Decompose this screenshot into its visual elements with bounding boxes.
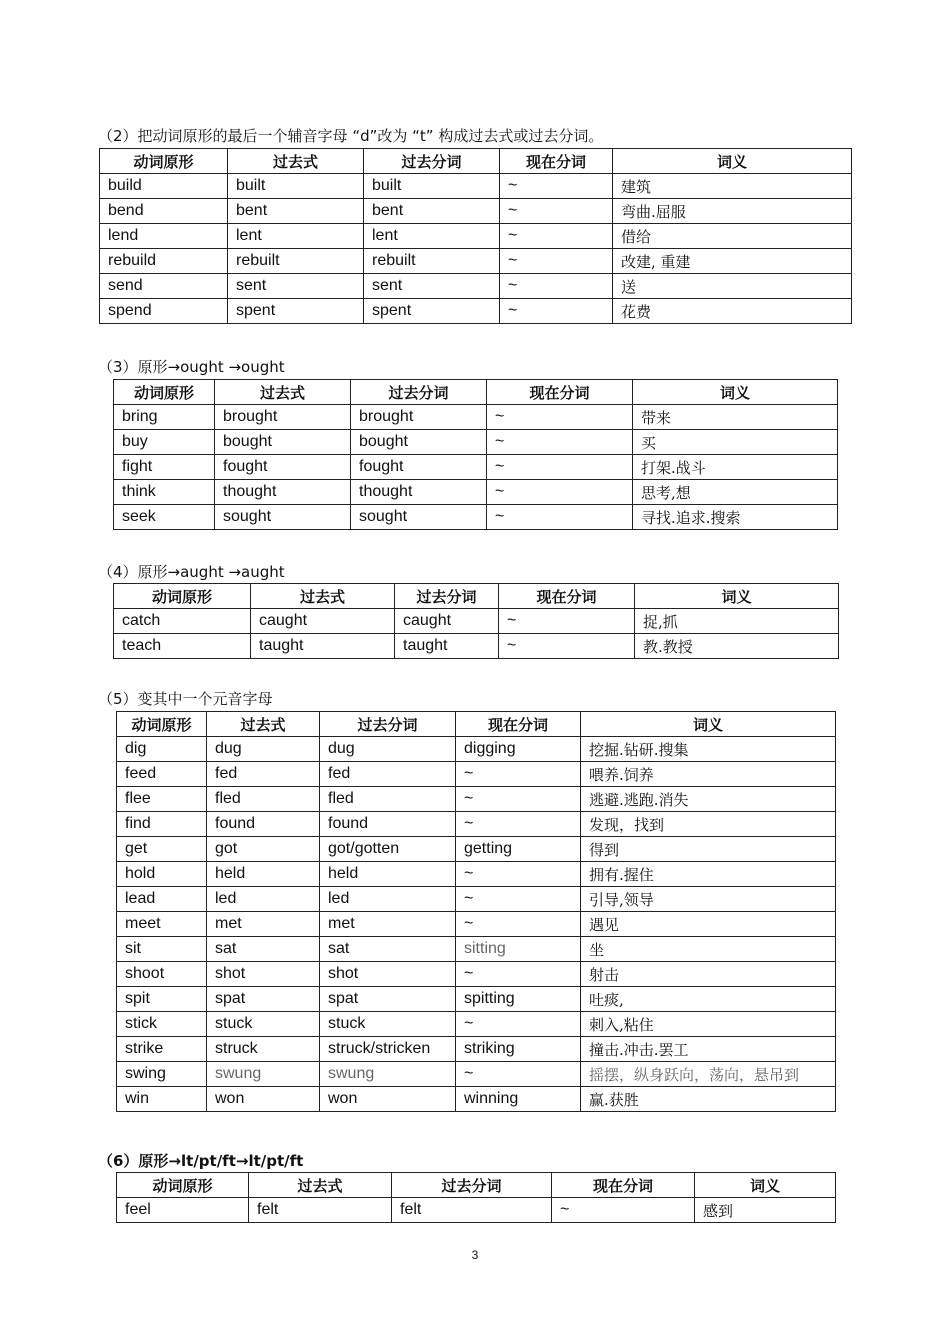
verb-form-cell: ~ [456,762,581,787]
column-header: 过去式 [215,380,351,405]
meaning-cell: 逃避.逃跑.消失 [581,787,836,812]
verb-form-cell: dug [207,737,320,762]
verb-form-cell: find [117,812,207,837]
verb-form-cell: built [228,174,364,199]
meaning-cell: 撞击.冲击.罢工 [581,1037,836,1062]
verb-form-cell: ~ [456,787,581,812]
verb-form-cell: hold [117,862,207,887]
table-row [100,224,852,249]
column-header: 现在分词 [552,1173,695,1198]
verb-form-cell: struck [207,1037,320,1062]
verb-form-cell: seek [114,505,215,530]
table-row [100,174,852,199]
meaning-cell: 带来 [633,405,838,430]
table-row [100,199,852,224]
verb-form-cell: felt [392,1198,552,1223]
verb-form-cell: bought [215,430,351,455]
meaning-cell: 引导,领导 [581,887,836,912]
verb-form-cell: ~ [500,274,613,299]
table-row [117,837,836,862]
verb-form-cell: build [100,174,228,199]
meaning-cell: 赢.获胜 [581,1087,836,1112]
verb-form-cell: swing [117,1062,207,1087]
section-heading: （5）变其中一个元音字母 [98,690,273,708]
verb-form-cell: spent [228,299,364,324]
table-header-row [100,149,852,174]
verb-form-cell: ~ [487,430,633,455]
verb-form-cell: got [207,837,320,862]
verb-form-cell: ~ [487,480,633,505]
table-row [114,405,838,430]
table-header-row [117,1173,836,1198]
table-row [114,505,838,530]
verb-form-cell: stuck [320,1012,456,1037]
column-header: 动词原形 [117,712,207,737]
verb-form-cell: striking [456,1037,581,1062]
verb-form-cell: sitting [456,937,581,962]
verb-form-cell: ~ [456,1012,581,1037]
meaning-cell: 打架.战斗 [633,455,838,480]
verb-form-cell: think [114,480,215,505]
table-row [117,1037,836,1062]
verb-form-cell: lead [117,887,207,912]
verb-form-cell: held [320,862,456,887]
verb-form-cell: held [207,862,320,887]
verb-form-cell: caught [395,609,499,634]
verb-form-cell: bent [364,199,500,224]
verb-form-cell: fled [320,787,456,812]
table-row [117,1012,836,1037]
table-row [117,812,836,837]
verb-form-cell: lent [228,224,364,249]
column-header: 动词原形 [114,380,215,405]
verb-form-cell: ~ [487,405,633,430]
meaning-cell: 弯曲.屈服 [613,199,852,224]
verb-form-cell: bought [351,430,487,455]
verb-form-cell: bend [100,199,228,224]
meaning-cell: 拥有.握住 [581,862,836,887]
table-row [100,274,852,299]
section-heading: （4）原形→aught →aught [98,563,285,581]
column-header: 过去分词 [364,149,500,174]
verb-form-cell: won [320,1087,456,1112]
meaning-cell: 坐 [581,937,836,962]
meaning-cell: 思考,想 [633,480,838,505]
verb-form-cell: dig [117,737,207,762]
verb-form-cell: fought [351,455,487,480]
meaning-cell: 喂养.饲养 [581,762,836,787]
meaning-cell: 改建, 重建 [613,249,852,274]
verb-form-cell: feed [117,762,207,787]
verb-form-cell: ~ [499,634,635,659]
verb-form-cell: rebuild [100,249,228,274]
column-header: 词义 [633,380,838,405]
table-row [117,762,836,787]
verb-form-cell: ~ [500,224,613,249]
table-header-row [114,584,839,609]
verb-form-cell: ~ [487,455,633,480]
verb-form-cell: spend [100,299,228,324]
verb-form-cell: struck/stricken [320,1037,456,1062]
verb-form-cell: sought [351,505,487,530]
verb-form-cell: found [207,812,320,837]
meaning-cell: 遇见 [581,912,836,937]
verb-form-cell: sent [364,274,500,299]
verb-form-cell: flee [117,787,207,812]
verb-form-cell: caught [251,609,395,634]
table-row [117,737,836,762]
verb-form-cell: led [207,887,320,912]
section-heading: （2）把动词原形的最后一个辅音字母 “d”改为 “t” 构成过去式或过去分词。 [98,127,604,145]
column-header: 过去分词 [395,584,499,609]
section-heading: （6）原形→lt/pt/ft→lt/pt/ft [98,1152,304,1170]
verb-form-cell: shot [320,962,456,987]
meaning-cell: 吐痰, [581,987,836,1012]
verb-form-cell: dug [320,737,456,762]
verb-form-cell: ~ [500,299,613,324]
verb-form-cell: ~ [499,609,635,634]
verb-form-cell: send [100,274,228,299]
verb-form-cell: spit [117,987,207,1012]
verb-form-cell: sent [228,274,364,299]
verb-form-cell: brought [351,405,487,430]
column-header: 过去式 [228,149,364,174]
column-header: 过去式 [249,1173,392,1198]
verb-form-cell: got/gotten [320,837,456,862]
table-row [117,1198,836,1223]
verb-form-cell: sought [215,505,351,530]
verb-form-cell: spat [320,987,456,1012]
verb-form-cell: spat [207,987,320,1012]
verb-table [113,379,838,530]
verb-form-cell: ~ [500,249,613,274]
meaning-cell: 捉,抓 [635,609,839,634]
meaning-cell: 摇摆，纵身跃向，荡向，悬吊到 [581,1062,836,1087]
meaning-cell: 得到 [581,837,836,862]
verb-form-cell: built [364,174,500,199]
table-row [117,962,836,987]
verb-form-cell: won [207,1087,320,1112]
verb-form-cell: found [320,812,456,837]
meaning-cell: 借给 [613,224,852,249]
table-row [114,634,839,659]
verb-form-cell: meet [117,912,207,937]
verb-form-cell: feel [117,1198,249,1223]
table-row [114,430,838,455]
verb-form-cell: stuck [207,1012,320,1037]
table-row [114,609,839,634]
table-row [117,987,836,1012]
column-header: 动词原形 [100,149,228,174]
verb-form-cell: shoot [117,962,207,987]
meaning-cell: 感到 [695,1198,836,1223]
column-header: 现在分词 [500,149,613,174]
verb-form-cell: win [117,1087,207,1112]
column-header: 过去分词 [320,712,456,737]
meaning-cell: 发现，找到 [581,812,836,837]
verb-form-cell: ~ [500,199,613,224]
verb-form-cell: ~ [456,1062,581,1087]
column-header: 词义 [581,712,836,737]
verb-form-cell: rebuilt [364,249,500,274]
table-header-row [117,712,836,737]
verb-form-cell: stick [117,1012,207,1037]
verb-form-cell: fed [320,762,456,787]
column-header: 词义 [695,1173,836,1198]
verb-form-cell: strike [117,1037,207,1062]
meaning-cell: 买 [633,430,838,455]
column-header: 过去式 [207,712,320,737]
verb-table [116,711,836,1112]
verb-form-cell: thought [351,480,487,505]
verb-form-cell: taught [251,634,395,659]
verb-form-cell: fed [207,762,320,787]
verb-form-cell: fought [215,455,351,480]
meaning-cell: 花费 [613,299,852,324]
verb-form-cell: fled [207,787,320,812]
verb-form-cell: lent [364,224,500,249]
verb-form-cell: getting [456,837,581,862]
page-number: 3 [471,1248,479,1262]
verb-form-cell: winning [456,1087,581,1112]
column-header: 动词原形 [117,1173,249,1198]
column-header: 过去分词 [351,380,487,405]
verb-form-cell: ~ [456,962,581,987]
meaning-cell: 建筑 [613,174,852,199]
verb-form-cell: met [207,912,320,937]
verb-form-cell: ~ [500,174,613,199]
verb-form-cell: sit [117,937,207,962]
verb-form-cell: shot [207,962,320,987]
table-row [117,862,836,887]
verb-form-cell: ~ [456,862,581,887]
column-header: 现在分词 [487,380,633,405]
verb-form-cell: rebuilt [228,249,364,274]
verb-form-cell: fight [114,455,215,480]
verb-form-cell: get [117,837,207,862]
verb-form-cell: spent [364,299,500,324]
verb-form-cell: thought [215,480,351,505]
verb-form-cell: led [320,887,456,912]
verb-table [99,148,852,324]
table-row [117,937,836,962]
verb-table [116,1172,836,1223]
verb-form-cell: bring [114,405,215,430]
section-heading: （3）原形→ought →ought [98,358,285,376]
verb-form-cell: ~ [456,912,581,937]
table-row [117,912,836,937]
table-row [117,787,836,812]
verb-table [113,583,839,659]
verb-form-cell: ~ [456,887,581,912]
verb-form-cell: ~ [456,812,581,837]
meaning-cell: 寻找.追求.搜索 [633,505,838,530]
meaning-cell: 送 [613,274,852,299]
verb-form-cell: swung [207,1062,320,1087]
verb-form-cell: lend [100,224,228,249]
verb-form-cell: sat [207,937,320,962]
column-header: 现在分词 [499,584,635,609]
verb-form-cell: ~ [552,1198,695,1223]
verb-form-cell: ~ [487,505,633,530]
meaning-cell: 挖掘.钻研.搜集 [581,737,836,762]
column-header: 过去式 [251,584,395,609]
table-row [100,299,852,324]
column-header: 现在分词 [456,712,581,737]
verb-form-cell: spitting [456,987,581,1012]
meaning-cell: 射击 [581,962,836,987]
meaning-cell: 刺入,粘住 [581,1012,836,1037]
verb-form-cell: teach [114,634,251,659]
table-row [114,455,838,480]
verb-form-cell: swung [320,1062,456,1087]
verb-form-cell: sat [320,937,456,962]
verb-form-cell: brought [215,405,351,430]
table-row [117,887,836,912]
table-row [114,480,838,505]
verb-form-cell: met [320,912,456,937]
table-header-row [114,380,838,405]
column-header: 动词原形 [114,584,251,609]
verb-form-cell: digging [456,737,581,762]
table-row [117,1062,836,1087]
table-row [117,1087,836,1112]
column-header: 词义 [635,584,839,609]
meaning-cell: 教.教授 [635,634,839,659]
verb-form-cell: felt [249,1198,392,1223]
verb-form-cell: catch [114,609,251,634]
column-header: 过去分词 [392,1173,552,1198]
verb-form-cell: buy [114,430,215,455]
verb-form-cell: bent [228,199,364,224]
verb-form-cell: taught [395,634,499,659]
table-row [100,249,852,274]
column-header: 词义 [613,149,852,174]
